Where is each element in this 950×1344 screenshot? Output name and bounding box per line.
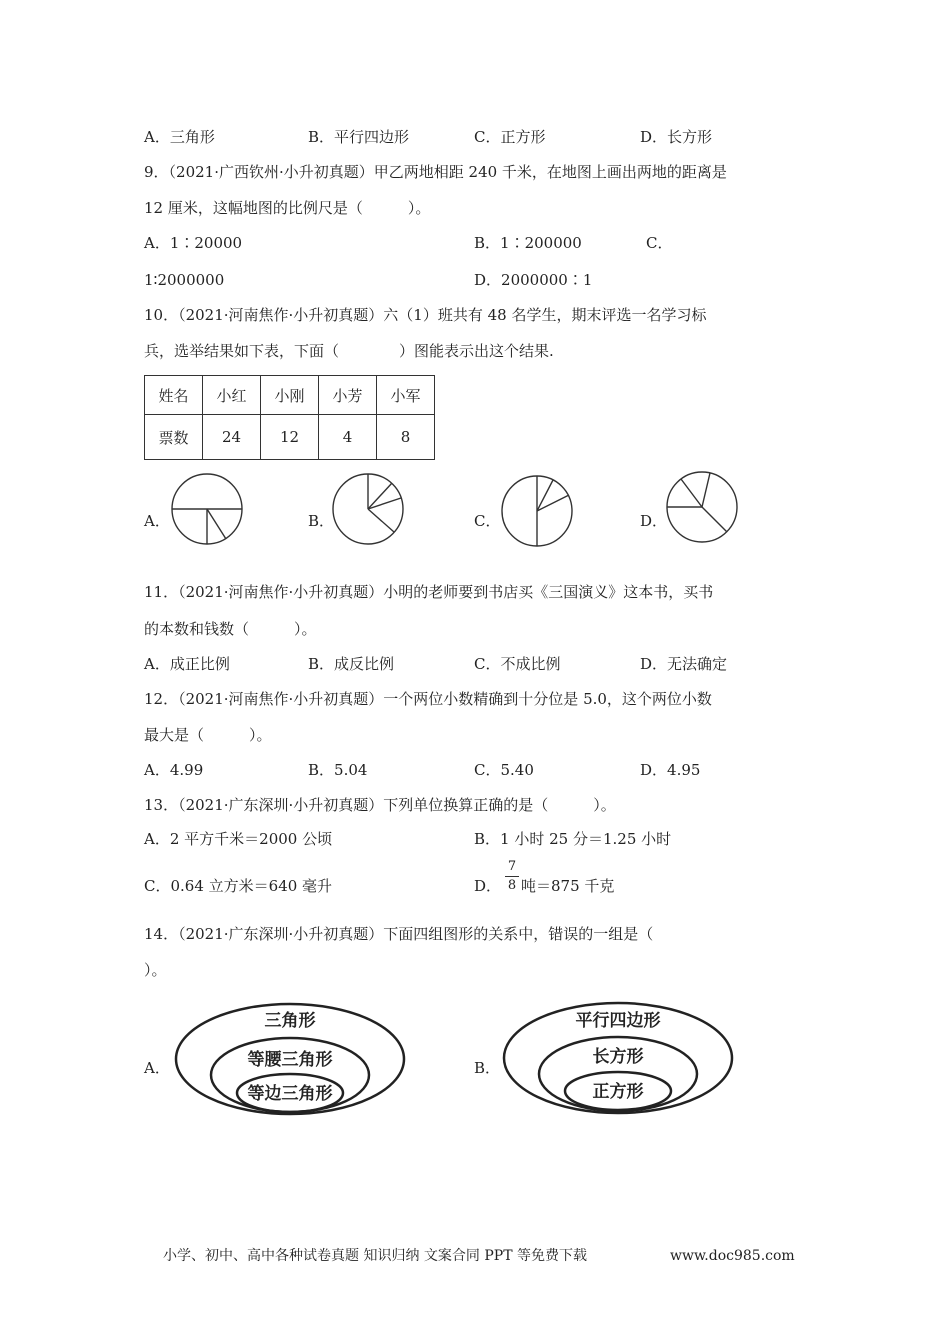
q13-option-a: A．2 平方千米＝2000 公顷 <box>144 830 333 848</box>
q12-option-d: D．4.95 <box>640 761 701 779</box>
fraction-bar <box>505 876 519 877</box>
pie-diagram-d <box>665 470 741 546</box>
q10-option-d-label: D． <box>640 512 668 530</box>
vote-table <box>144 375 435 460</box>
table-row <box>145 415 435 460</box>
label-inner: 等边三角形 <box>247 1084 333 1104</box>
label-middle: 等腰三角形 <box>247 1050 333 1070</box>
q13-option-b: B．1 小时 25 分＝1.25 小时 <box>474 830 672 848</box>
q11-stem-line2: 的本数和钱数（ ）。 <box>144 620 317 638</box>
fraction-denominator: 8 <box>507 878 517 893</box>
q8-option-d: D．长方形 <box>640 128 713 146</box>
q9-option-c-label: C． <box>646 234 673 252</box>
q9-stem-line2: 12 厘米，这幅地图的比例尺是（ ）。 <box>144 199 431 217</box>
q11-option-d: D．无法确定 <box>640 655 728 673</box>
table-cell: 小芳 <box>319 376 377 415</box>
venn-diagram-b <box>500 998 740 1122</box>
table-cell: 小红 <box>203 376 261 415</box>
q14-stem-line2: ）。 <box>144 961 167 979</box>
q13-fraction <box>505 860 519 893</box>
q12-option-c: C．5.40 <box>474 761 534 779</box>
q14-stem-line1: 14．（2021·广东深圳·小升初真题）下面四组图形的关系中，错误的一组是（ <box>144 925 654 943</box>
table-row <box>145 376 435 415</box>
q11-option-c: C．不成比例 <box>474 655 561 673</box>
venn-diagram-a <box>172 998 412 1122</box>
q12-option-b: B．5.04 <box>308 761 368 779</box>
q11-stem-line1: 11．（2021·河南焦作·小升初真题）小明的老师要到书店买《三国演义》这本书，买书 <box>144 583 714 601</box>
q9-option-a: A．1∶20000 <box>144 234 243 252</box>
q8-option-b: B．平行四边形 <box>308 128 410 146</box>
q11-option-b: B．成反比例 <box>308 655 395 673</box>
q12-stem-line1: 12．（2021·河南焦作·小升初真题）一个两位小数精确到十分位是 5.0，这个两位小数 <box>144 690 712 708</box>
fraction-numerator: 7 <box>507 859 517 874</box>
table-cell: 8 <box>377 415 435 460</box>
q13-option-c: C．0.64 立方米＝640 毫升 <box>144 877 333 895</box>
q9-option-c-value: 1∶2000000 <box>144 271 225 289</box>
q10-stem-line2: 兵，选举结果如下表，下面（ ）图能表示出这个结果. <box>144 342 554 360</box>
label-outer: 平行四边形 <box>575 1011 661 1031</box>
label-inner: 正方形 <box>592 1082 644 1102</box>
q10-option-b-label: B． <box>308 512 335 530</box>
q9-stem-line1: 9．（2021·广西钦州·小升初真题）甲乙两地相距 240 千米，在地图上画出两地的距离是 <box>144 163 727 181</box>
q14-option-b-label: B． <box>474 1059 501 1077</box>
q13-option-d-label: D． <box>474 877 502 895</box>
q9-option-b: B．1∶200000 <box>474 234 582 252</box>
table-cell: 12 <box>261 415 319 460</box>
pie-diagram-b <box>331 472 407 548</box>
q14-option-a-label: A． <box>144 1059 170 1077</box>
pie-diagram-a <box>170 472 246 548</box>
q10-stem-line1: 10．（2021·河南焦作·小升初真题）六（1）班共有 48 名学生，期末评选一名学习标 <box>144 306 707 324</box>
table-cell: 24 <box>203 415 261 460</box>
table-cell: 票数 <box>145 415 203 460</box>
q8-option-c: C．正方形 <box>474 128 546 146</box>
table-cell: 姓名 <box>145 376 203 415</box>
q12-stem-line2: 最大是（ ）。 <box>144 726 272 744</box>
q13-stem: 13．（2021·广东深圳·小升初真题）下列单位换算正确的是（ ）。 <box>144 796 616 814</box>
q13-option-d-rest: 吨＝875 千克 <box>521 877 615 895</box>
footer-text: 小学、初中、高中各种试卷真题 知识归纳 文案合同 PPT 等免费下载 <box>163 1248 587 1264</box>
q12-option-a: A．4.99 <box>144 761 204 779</box>
pie-diagram-c <box>500 474 576 550</box>
label-outer: 三角形 <box>264 1011 316 1031</box>
label-middle: 长方形 <box>592 1047 644 1067</box>
table-cell: 小刚 <box>261 376 319 415</box>
table-cell: 小军 <box>377 376 435 415</box>
table-cell: 4 <box>319 415 377 460</box>
q10-option-a-label: A． <box>144 512 170 530</box>
q10-option-c-label: C． <box>474 512 501 530</box>
q11-option-a: A．成正比例 <box>144 655 230 673</box>
q8-option-a: A．三角形 <box>144 128 215 146</box>
q9-option-d: D．2000000∶1 <box>474 271 593 289</box>
footer-url: www.doc985.com <box>670 1248 795 1264</box>
